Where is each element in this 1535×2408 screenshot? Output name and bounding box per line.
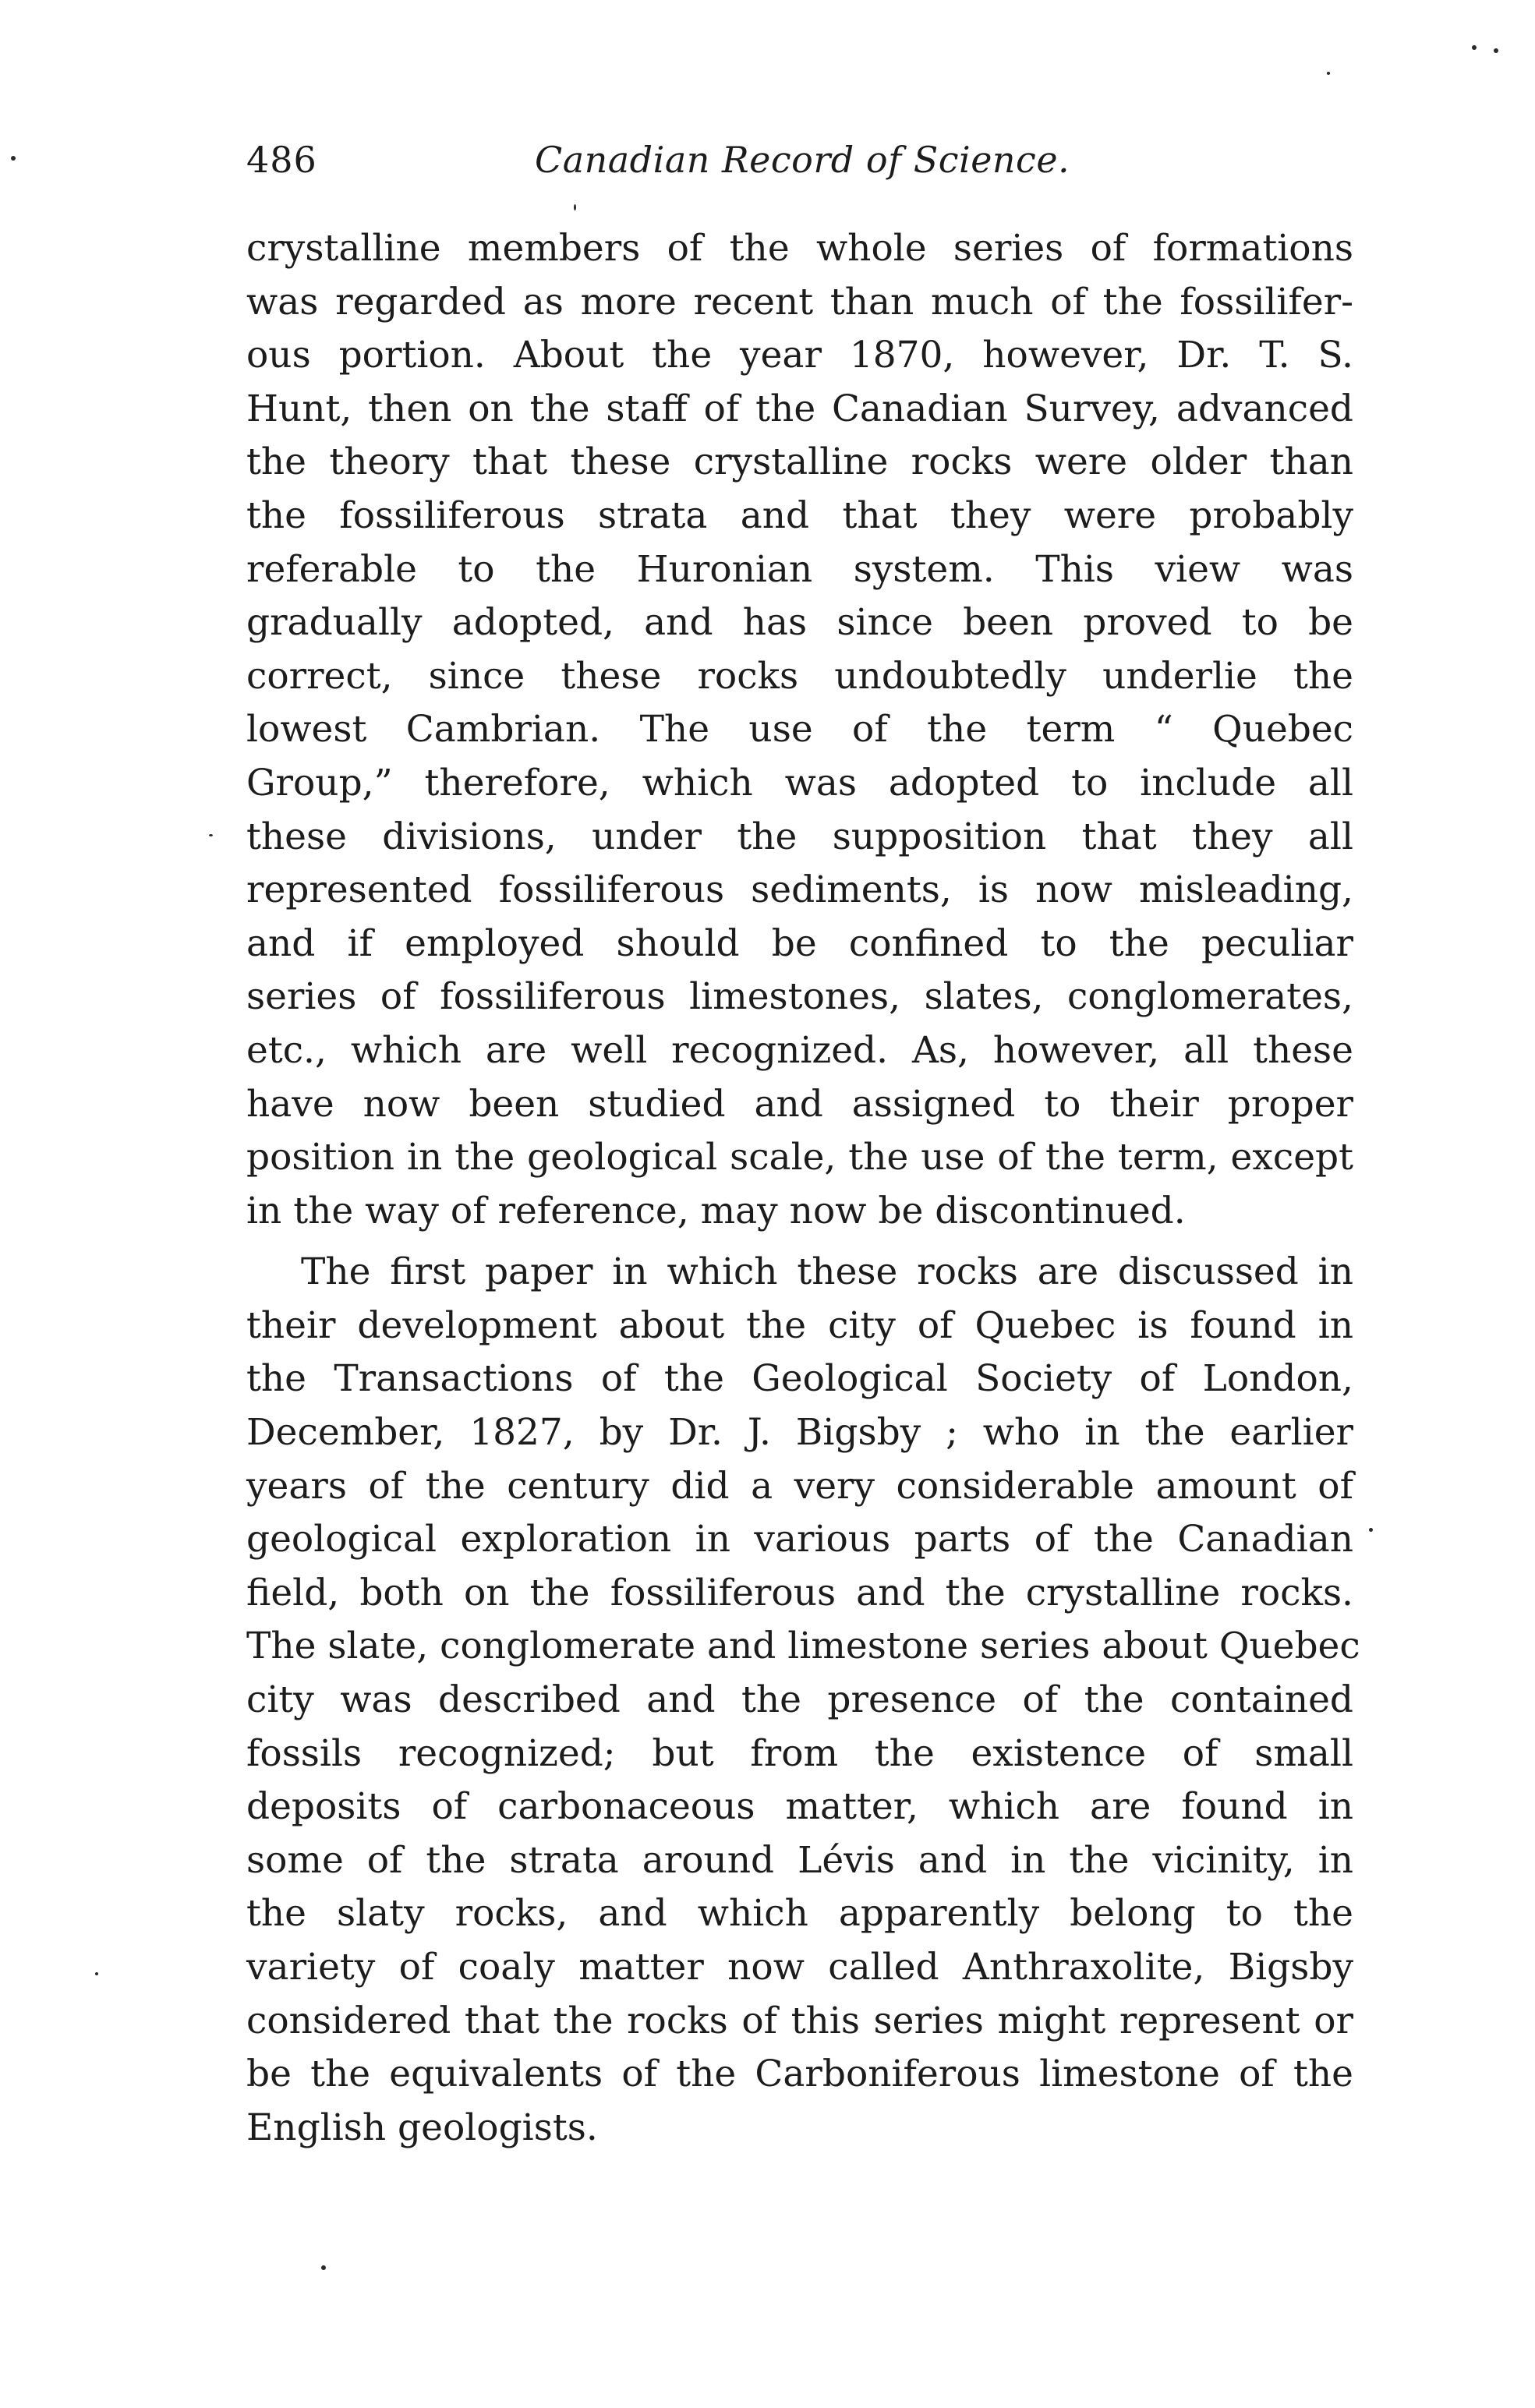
scan-speck [1494,48,1498,53]
text-line: correct, since these rocks undoubtedly underlie the [246,654,1353,698]
text-line: The slate, conglomerate and limestone series about Quebec [246,1625,1360,1668]
text-line: The first paper in which these rocks are discussed in [301,1250,1353,1294]
text-line: ous portion. About the year 1870, however, Dr. T. S. [246,334,1353,377]
text-line: represented fossiliferous sediments, is now misleading, [246,868,1353,912]
text-line: lowest Cambrian. The use of the term “ Quebec [246,708,1353,751]
text-line: some of the strata around Lévis and in the vicinity, in [246,1838,1353,1882]
text-line: their development about the city of Quebec is found in [246,1303,1353,1347]
text-line: the fossiliferous strata and that they were probably [246,493,1353,537]
text-line: and if employed should be confined to the peculiar [246,921,1353,965]
text-line: fossils recognized; but from the existence of small [246,1731,1353,1775]
text-line: etc., which are well recognized. As, however, all these [246,1028,1353,1072]
scan-speck [209,834,213,836]
text-line: deposits of carbonaceous matter, which are found in [246,1785,1353,1829]
text-line: the theory that these crystalline rocks were older than [246,440,1353,484]
text-line: be the equivalents of the Carboniferous limestone of the [246,2053,1353,2096]
text-line: the slaty rocks, and which apparently belong to the [246,1892,1353,1936]
text-line: years of the century did a very considerable amount of [246,1464,1353,1508]
running-head [246,139,1353,201]
scan-speck [1327,72,1330,75]
text-line: English geologists. [246,2106,598,2149]
text-line: crystalline members of the whole series of formations [246,227,1353,270]
text-line: referable to the Huronian system. This view was [246,547,1353,591]
page-number: 486 [246,139,317,181]
scan-speck [1472,45,1477,50]
text-line: geological exploration in various parts of the Canadian [246,1518,1353,1561]
paragraph-1 [246,222,1353,1238]
text-line: city was described and the presence of the contained [246,1678,1353,1722]
text-line: gradually adopted, and has since been proved to be [246,601,1353,645]
text-line: these divisions, under the supposition that they all [246,815,1353,858]
text-line: variety of coaly matter now called Anthraxolite, Bigsby [246,1946,1353,1989]
scan-speck [1369,1528,1373,1532]
text-line: field, both on the fossiliferous and the crystalline rocks. [246,1571,1353,1614]
text-line: have now been studied and assigned to their proper [246,1082,1353,1126]
text-line: December, 1827, by Dr. J. Bigsby ; who in the earlier [246,1411,1353,1455]
paragraph-2 [246,1246,1360,2155]
journal-title: Canadian Record of Science. [535,139,1070,181]
scan-speck [574,204,576,210]
text-line: considered that the rocks of this series might represent or [246,1999,1353,2042]
text-line: Group,” therefore, which was adopted to include all [246,761,1353,804]
body-text [246,222,1360,2155]
text-line: in the way of reference, may now be discontinued. [246,1189,1186,1232]
scan-speck [95,1972,98,1975]
text-line: the Transactions of the Geological Society of London, [246,1357,1353,1401]
scan-speck [321,2265,326,2270]
text-line: position in the geological scale, the use of the term, except [246,1136,1353,1179]
text-line: Hunt, then on the staff of the Canadian Survey, advanced [246,387,1353,430]
text-line: series of fossiliferous limestones, slates, conglomerates, [246,975,1353,1019]
text-line: was regarded as more recent than much of the fossilifer- [246,280,1353,324]
scan-speck [11,156,16,161]
